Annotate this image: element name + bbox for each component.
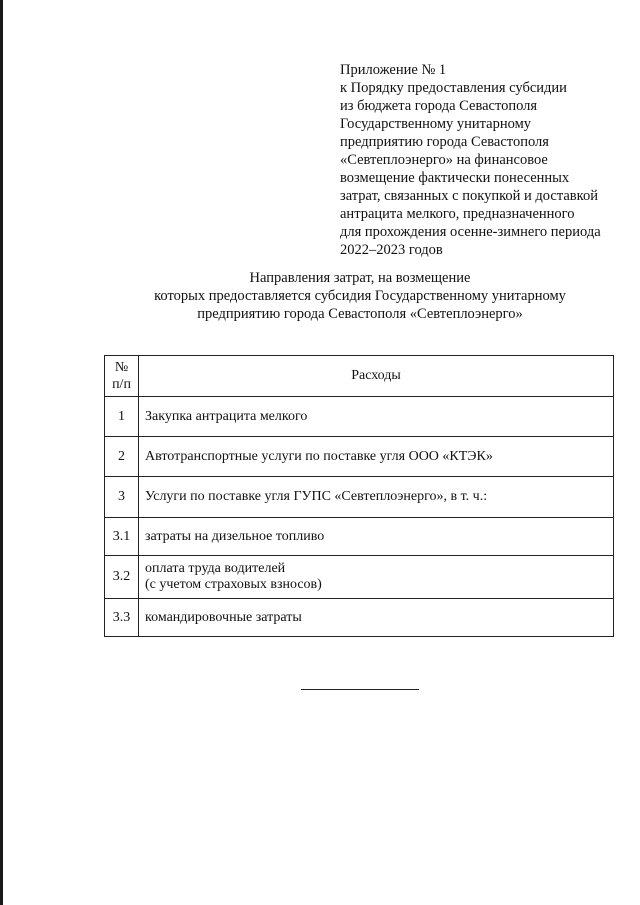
title-line: Направления затрат, на возмещение — [249, 270, 471, 286]
expenses-table — [104, 355, 614, 637]
appendix-line: затрат, связанных с покупкой и доставкой — [340, 188, 598, 204]
row-expense-line: оплата труда водителей — [145, 561, 286, 576]
table-row — [105, 397, 614, 437]
table-row — [105, 599, 614, 637]
title-line: предприятию города Севастополя «Севтеплоэнерго» — [197, 306, 523, 322]
appendix-header — [340, 61, 630, 259]
num-header-abbrev: п/п — [112, 377, 131, 392]
appendix-line: для прохождения осенне-зимнего периода — [340, 224, 601, 240]
appendix-line: из бюджета города Севастополя — [340, 98, 538, 114]
table-row — [105, 518, 614, 556]
appendix-line: к Порядку предоставления субсидии — [340, 80, 567, 96]
table-row — [105, 556, 614, 599]
appendix-line: антрацита мелкого, предназначенного — [340, 206, 575, 222]
closing-divider — [301, 689, 419, 690]
num-column-header — [105, 356, 139, 397]
title-line: которых предоставляется субсидия Государственному унитарному — [154, 288, 566, 304]
row-number: 3.2 — [105, 556, 139, 599]
row-expense-line: (с учетом страховых взносов) — [145, 577, 322, 592]
row-number: 3.3 — [105, 599, 139, 637]
expenses-column-header: Расходы — [139, 356, 614, 397]
appendix-line: предприятию города Севастополя — [340, 134, 549, 150]
row-number: 3.1 — [105, 518, 139, 556]
appendix-line: возмещение фактически понесенных — [340, 170, 570, 186]
row-expense: Услуги по поставке угля ГУПС «Севтеплоэнерго», в т. ч.: — [139, 477, 614, 518]
table-row — [105, 477, 614, 518]
row-expense: Закупка антрацита мелкого — [139, 397, 614, 437]
appendix-line: 2022–2023 годов — [340, 242, 443, 258]
row-expense: командировочные затраты — [139, 599, 614, 637]
appendix-line: «Севтеплоэнерго» на финансовое — [340, 152, 548, 168]
appendix-line: Государственному унитарному — [340, 116, 532, 132]
row-number: 1 — [105, 397, 139, 437]
row-expense — [139, 556, 614, 599]
document-title — [100, 269, 620, 323]
row-number: 2 — [105, 437, 139, 477]
table-header-row — [105, 356, 614, 397]
num-header-symbol: № — [114, 360, 129, 375]
row-expense: затраты на дизельное топливо — [139, 518, 614, 556]
row-number: 3 — [105, 477, 139, 518]
scan-edge-bar — [0, 0, 3, 905]
row-expense: Автотранспортные услуги по поставке угля ООО «КТЭК» — [139, 437, 614, 477]
appendix-line: Приложение № 1 — [340, 62, 447, 78]
table-row — [105, 437, 614, 477]
